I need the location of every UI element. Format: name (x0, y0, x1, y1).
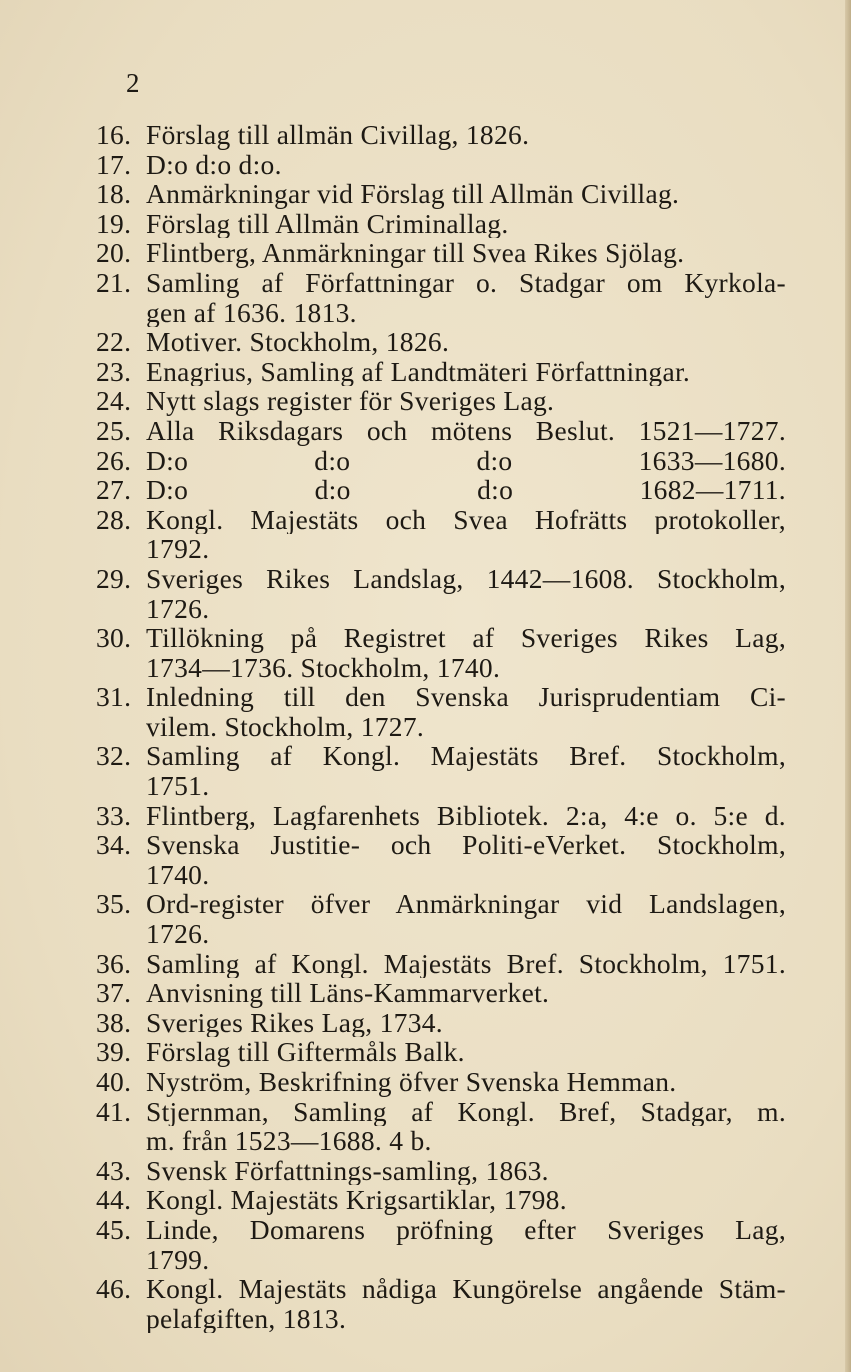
entry-line: Sveriges Rikes Landslag, 1442—1608. Stockholm, (146, 563, 786, 594)
entry-line: 1751. (146, 771, 210, 801)
list-item (96, 1008, 786, 1038)
entry-text (146, 416, 786, 446)
list-item (96, 416, 786, 446)
entry-line: Kongl. Majestäts och Svea Hofrätts protokoller, (146, 504, 786, 535)
entry-line: Tillökning på Registret af Sveriges Rikes Lag, (146, 623, 786, 653)
entry-text (146, 386, 786, 416)
entry-text (146, 1274, 786, 1333)
entry-text (146, 889, 786, 948)
entry-line: Ord-register öfver Anmärkningar vid Landslagen, (146, 889, 786, 920)
entry-text (146, 741, 786, 800)
entry-number: 21. (96, 266, 132, 298)
entry-text (146, 949, 786, 979)
list-item (96, 741, 786, 800)
list-item (96, 1037, 786, 1067)
entry-line: Kongl. Majestäts Krigsartiklar, 1798. (146, 1185, 567, 1215)
entry-text (146, 357, 786, 387)
entry-number: 39. (96, 1036, 132, 1068)
entry-line: Kongl. Majestäts nådiga Kungörelse angående Stäm- (146, 1274, 786, 1304)
entry-text (146, 1067, 786, 1097)
entry-text (146, 268, 786, 327)
entry-number: 24. (96, 385, 132, 417)
entry-text (146, 1185, 786, 1215)
list-item (96, 150, 786, 180)
entry-number: 19. (96, 207, 132, 239)
entry-line: Anmärkningar vid Förslag till Allmän Civillag. (146, 179, 680, 209)
entry-number: 37. (96, 977, 132, 1009)
entry-text (146, 564, 786, 623)
list-item (96, 120, 786, 150)
entry-number: 35. (96, 888, 132, 920)
entry-line: Inledning till den Svenska Jurisprudentiam Ci- (146, 682, 786, 712)
list-item (96, 830, 786, 889)
entry-number: 20. (96, 237, 132, 269)
entry-line: D:o d:o d:o 1633—1680. (146, 445, 786, 476)
list-item (96, 505, 786, 564)
entry-number: 34. (96, 829, 132, 861)
entry-line: Svensk Författnings-samling, 1863. (146, 1155, 549, 1186)
entry-number: 26. (96, 444, 132, 476)
entry-text (146, 446, 786, 476)
entry-number: 32. (96, 740, 132, 772)
entry-line: Enagrius, Samling af Landtmäteri Författningar. (146, 356, 691, 387)
list-item (96, 475, 786, 505)
entry-number: 29. (96, 562, 132, 594)
entry-line: Samling af Kongl. Majestäts Bref. Stockholm, (146, 741, 786, 772)
entry-line: Samling af Författningar o. Stadgar om Kyrkola- (146, 267, 786, 298)
list-item (96, 564, 786, 623)
entry-number: 27. (96, 474, 132, 506)
entry-text (146, 1215, 786, 1274)
entry-line: 1734—1736. Stockholm, 1740. (146, 652, 501, 683)
entry-line: D:o d:o d:o. (146, 149, 282, 180)
entry-line: 1726. (146, 593, 210, 624)
entry-text (146, 179, 786, 209)
entry-line: pelafgiften, 1813. (146, 1303, 347, 1334)
list-item (96, 949, 786, 979)
entry-line: Nytt slags register för Sveriges Lag. (146, 386, 555, 416)
entry-number: 43. (96, 1154, 132, 1186)
entry-number: 16. (96, 119, 132, 150)
list-item (96, 1067, 786, 1097)
entry-number: 22. (96, 326, 132, 358)
entry-text (146, 1156, 786, 1186)
list-item (96, 801, 786, 831)
entry-number: 45. (96, 1213, 132, 1245)
entry-text (146, 475, 786, 505)
entry-text (146, 209, 786, 239)
entry-number: 25. (96, 414, 132, 446)
entry-line: Sveriges Rikes Lag, 1734. (146, 1007, 443, 1038)
entry-line: Förslag till Giftermåls Balk. (146, 1037, 465, 1067)
entry-number: 36. (96, 947, 132, 979)
list-item (96, 1156, 786, 1186)
entry-line: Samling af Kongl. Majestäts Bref. Stockholm, 1751. (146, 948, 786, 979)
list-item (96, 889, 786, 948)
entry-text (146, 505, 786, 564)
list-item (96, 682, 786, 741)
entry-line: Flintberg, Lagfarenhets Bibliotek. 2:a, 4:e o. 5:e d. (146, 800, 786, 831)
entry-text (146, 1037, 786, 1067)
entry-number: 23. (96, 355, 132, 387)
list-item (96, 446, 786, 476)
list-item (96, 209, 786, 239)
list-item (96, 1185, 786, 1215)
entry-text (146, 682, 786, 741)
entry-number: 17. (96, 148, 132, 180)
entry-text (146, 120, 786, 150)
entry-text (146, 150, 786, 180)
entry-number: 41. (96, 1095, 132, 1127)
entry-number: 40. (96, 1066, 132, 1097)
entry-number: 30. (96, 622, 132, 654)
entry-text (146, 1008, 786, 1038)
entry-line: 1799. (146, 1244, 210, 1275)
entry-text (146, 238, 786, 268)
list-item (96, 623, 786, 682)
entry-number: 18. (96, 178, 132, 210)
entry-number: 28. (96, 503, 132, 535)
list-item (96, 357, 786, 387)
list-item (96, 238, 786, 268)
entry-line: D:o d:o d:o 1682—1711. (146, 475, 786, 505)
entry-text (146, 801, 786, 831)
entry-line: 1726. (146, 919, 210, 949)
entry-line: Nyström, Beskrifning öfver Svenska Hemman. (146, 1067, 677, 1097)
list-item (96, 179, 786, 209)
entry-line: Motiver. Stockholm, 1826. (146, 327, 450, 357)
entry-line: 1792. (146, 534, 210, 564)
entry-line: Anvisning till Läns-Kammarverket. (146, 978, 550, 1008)
page-number: 2 (126, 68, 140, 98)
page-edge (845, 0, 851, 1372)
entry-number: 38. (96, 1006, 132, 1038)
list-item (96, 327, 786, 357)
entry-number: 33. (96, 799, 132, 831)
list-item (96, 1274, 786, 1333)
entry-line: gen af 1636. 1813. (146, 297, 357, 328)
entry-text (146, 623, 786, 682)
entry-line: vilem. Stockholm, 1727. (146, 711, 425, 742)
list-item (96, 268, 786, 327)
entry-line: Linde, Domarens pröfning efter Sveriges Lag, (146, 1214, 786, 1245)
entry-line: Förslag till allmän Civillag, 1826. (146, 120, 530, 150)
entry-line: Flintberg, Anmärkningar till Svea Rikes Sjölag. (146, 238, 685, 268)
entry-line: Svenska Justitie- och Politi-eVerket. Stockholm, (146, 830, 786, 860)
entry-line: m. från 1523—1688. 4 b. (146, 1126, 432, 1156)
entry-number: 44. (96, 1184, 132, 1216)
list-item (96, 1215, 786, 1274)
entry-text (146, 830, 786, 889)
entry-line: 1740. (146, 859, 210, 890)
entry-line: Alla Riksdagars och mötens Beslut. 1521—1727. (146, 415, 786, 446)
entry-line: Förslag till Allmän Criminallag. (146, 208, 509, 239)
list-item (96, 386, 786, 416)
entry-number: 31. (96, 681, 132, 713)
list-item (96, 978, 786, 1008)
catalog-list (96, 120, 786, 1333)
entry-text (146, 327, 786, 357)
entry-text (146, 978, 786, 1008)
list-item (96, 1097, 786, 1156)
entry-line: Stjernman, Samling af Kongl. Bref, Stadgar, m. (146, 1096, 786, 1127)
entry-number: 46. (96, 1273, 132, 1305)
entry-text (146, 1097, 786, 1156)
